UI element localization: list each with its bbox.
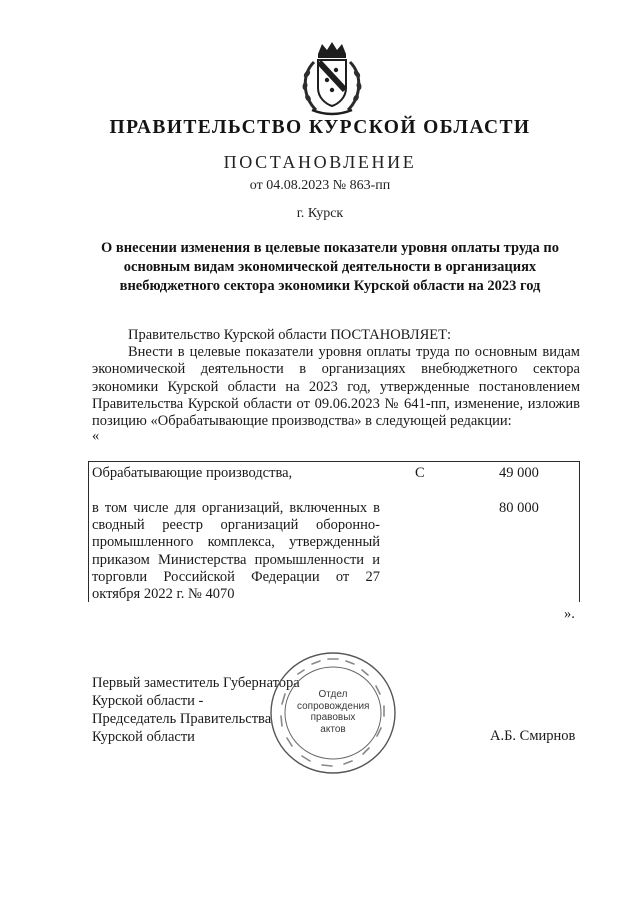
signature-title-line: Курской области - [92,693,204,709]
table-cell-code: С [415,465,425,481]
quote-close: ». [564,606,575,622]
document-place: г. Курск [296,206,344,221]
stamp-text-line: сопровождения [297,700,370,712]
decree-paragraph: Внести в целевые показатели уровня оплаты труда по основным видам экономической деятельности в организациях внебюджетного сектора экономики Курской области на 2023 год, утвержденные постановлением Правительства Курской области от 09.06.2023 № 641-пп, изменение, изложив позицию «Обрабатывающие производства» в следующей редакции: [92,344,580,430]
indicators-table [88,461,580,602]
signature-title-line: Председатель Правительства [92,711,272,727]
signer-name: А.Б. Смирнов [490,728,576,744]
quote-open: « [92,428,100,445]
stamp-text-line: правовых [310,712,356,723]
stamp-text [297,689,369,735]
stamp-text-line: актов [320,723,346,735]
signature-title-line: Курской области [92,729,195,745]
kursk-region-coat-of-arms-icon [296,40,368,118]
table-cell-name: Обрабатывающие производства, [92,465,293,481]
table-cell-value: 80 000 [499,500,539,516]
signature-title-line: Первый заместитель Губернатора [92,675,300,691]
table-cell-value: 49 000 [499,465,539,481]
subject-line: основным видам экономической деятельности в организациях [123,259,537,275]
subject-line: О внесении изменения в целевые показатели уровня оплаты труда по [101,240,559,256]
decree-statement: Правительство Курской области ПОСТАНОВЛЯЕТ: [128,327,452,343]
government-title: ПРАВИТЕЛЬСТВО КУРСКОЙ ОБЛАСТИ [109,117,531,138]
document-number: от 04.08.2023 № 863-пп [249,178,391,193]
document-body [92,327,580,443]
table-cell-name: в том числе для организаций, включенных в сводный реестр организаций оборонно-промышленного комплекса, утвержденный приказом Министерства промышленности и торговли Российской Федерации от 27 октября 2022 г. № 4070 [92,500,380,603]
stamp-text-line: Отдел [318,689,348,700]
document-type: ПОСТАНОВЛЕНИЕ [223,152,417,172]
document-subject [80,239,580,296]
subject-line: внебюджетного сектора экономики Курской области на 2023 год [119,278,541,294]
